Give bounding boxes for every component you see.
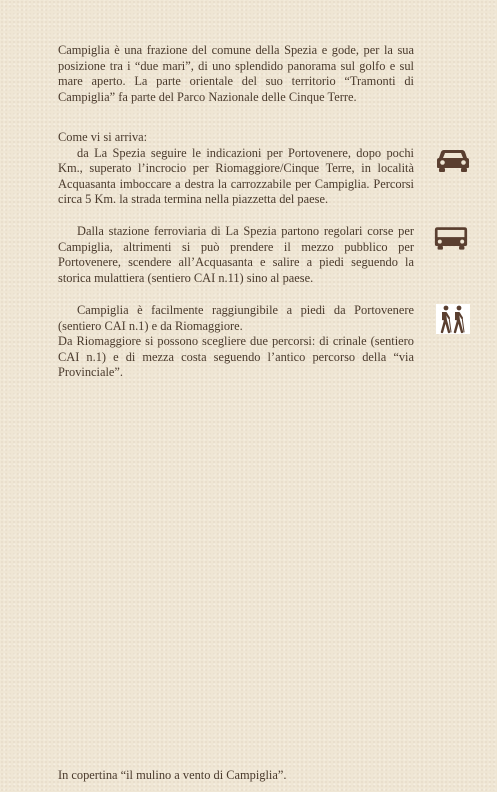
directions-heading: Come vi si arriva: [58,130,148,144]
bus-icon [434,223,468,253]
hikers-icon [436,304,470,334]
intro-text: Campiglia è una frazione del comune della Spezia e gode, per la sua posizione tra i “due mari”, di uno splendido panorama sul golfo e sul mare aperto. La parte orientale del suo territorio “Tramonti di Campiglia” fa parte del Parco Nazionale delle Cinque Terre. [58,43,414,104]
car-icon [436,144,470,174]
intro-paragraph [58,43,414,105]
walk-paragraph [58,303,414,381]
cover-caption-text: In copertina “il mulino a vento di Campiglia”. [58,768,287,782]
cover-caption [58,768,286,784]
directions-section [58,130,414,208]
train-directions-text: Dalla stazione ferroviaria di La Spezia partono regolari corse per Campiglia, altrimenti si può prendere il mezzo pubblico per Portovenere, scendere all’Acquasanta e salire a piedi seguendo la storica mulattiera (sentiero CAI n.11) sino al paese. [58,224,414,285]
car-directions-text: da La Spezia seguire le indicazioni per Portovenere, dopo pochi Km., superato l’incrocio per Riomaggiore/Cinque Terre, in località Acquasanta imboccare a destra la carrozzabile per Campiglia. Percorsi circa 5 Km. la strada termina nella piazzetta del paese. [58,145,414,206]
walk-directions-text: Campiglia è facilmente raggiungibile a piedi da Portovenere (sentiero CAI n.1) e da Riomaggiore. [58,303,414,333]
train-paragraph [58,224,414,286]
walk-routes-text: Da Riomaggiore si possono scegliere due percorsi: di crinale (sentiero CAI n.1) e di mezza costa seguendo l’antico percorso della “via Provinciale”. [58,334,414,379]
